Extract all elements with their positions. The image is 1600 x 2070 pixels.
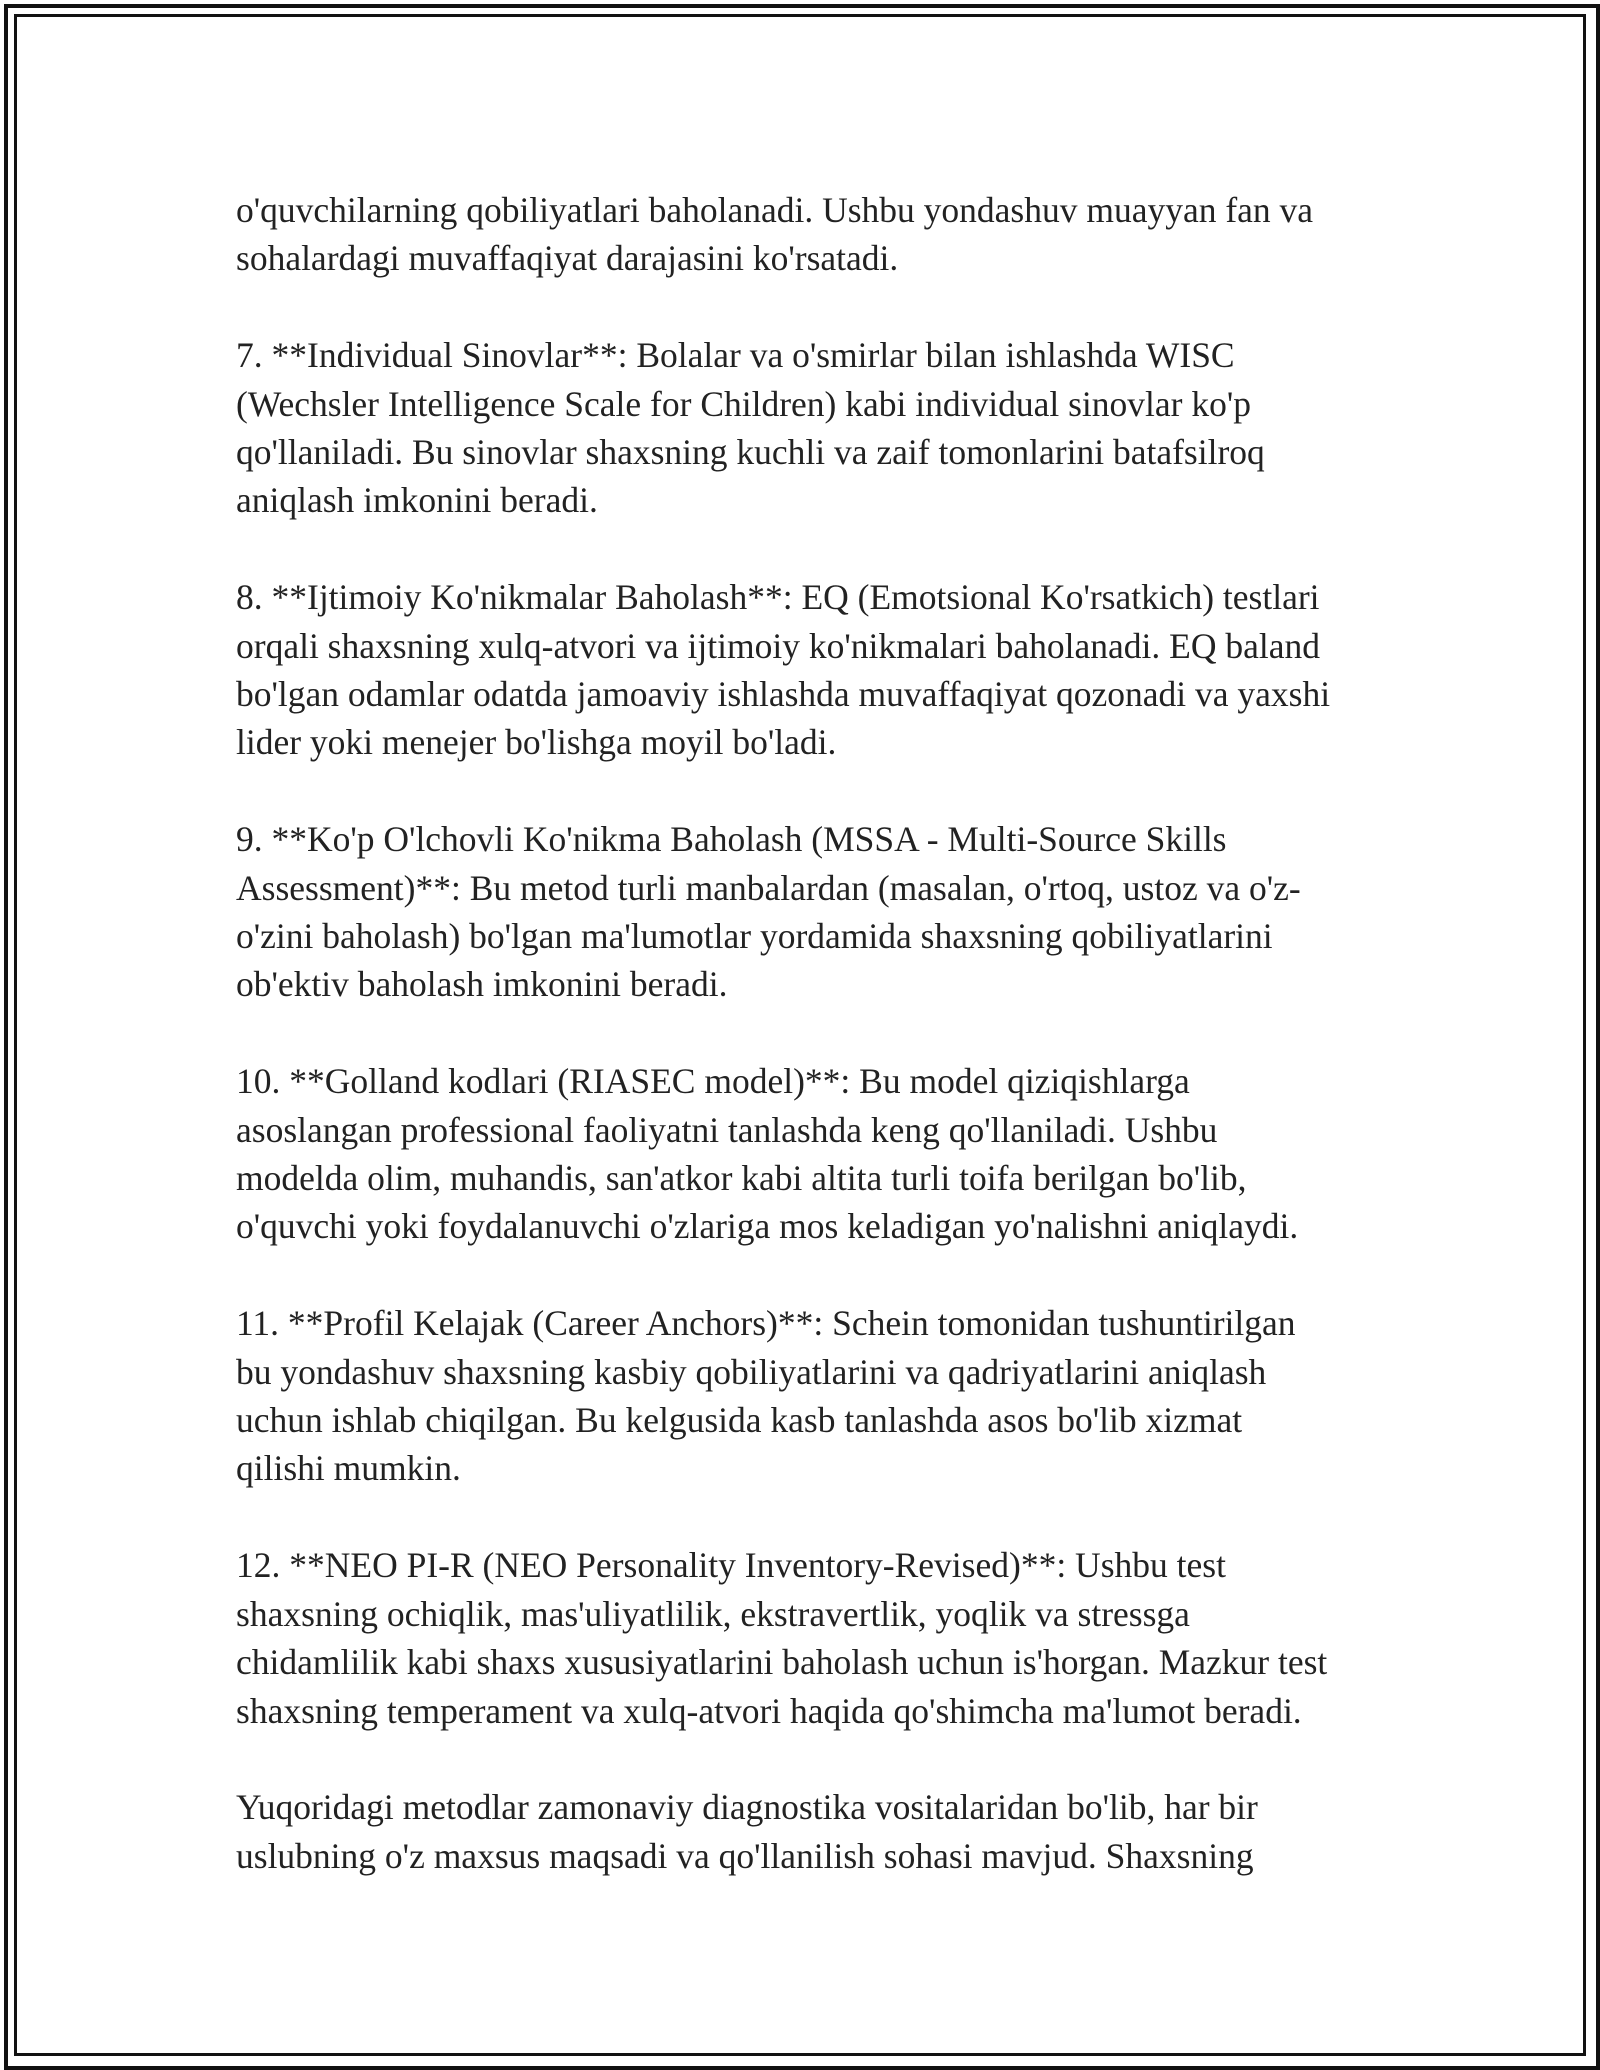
paragraph	[236, 1783, 1376, 1880]
document-body	[236, 186, 1376, 1929]
text-line: aniqlash imkonini beradi.	[236, 480, 598, 521]
text-line: shaxsning ochiqlik, mas'uliyatlilik, ekstravertlik, yoqlik va stressga	[236, 1593, 1190, 1634]
text-line: (Wechsler Intelligence Scale for Children) kabi individual sinovlar ko'p	[236, 383, 1251, 424]
text-line: 10. **Golland kodlari (RIASEC model)**: Bu model qiziqishlarga	[236, 1061, 1190, 1102]
text-line: chidamlilik kabi shaxs xususiyatlarini baholash uchun is'horgan. Mazkur test	[236, 1642, 1328, 1683]
text-line: Assessment)**: Bu metod turli manbalardan (masalan, o'rtoq, ustoz va o'z-	[236, 867, 1301, 908]
text-line: qo'llaniladi. Bu sinovlar shaxsning kuchli va zaif tomonlarini batafsilroq	[236, 432, 1265, 473]
text-line: sohalardagi muvaffaqiyat darajasini ko'rsatadi.	[236, 238, 899, 279]
text-line: shaxsning temperament va xulq-atvori haqida qo'shimcha ma'lumot beradi.	[236, 1690, 1302, 1731]
text-line: asoslangan professional faoliyatni tanlashda keng qo'llaniladi. Ushbu	[236, 1109, 1218, 1150]
text-line: qilishi mumkin.	[236, 1448, 461, 1489]
text-line: bu yondashuv shaxsning kasbiy qobiliyatlarini va qadriyatlarini aniqlash	[236, 1351, 1267, 1392]
text-line: 11. **Profil Kelajak (Career Anchors)**: Schein tomonidan tushuntirilgan	[236, 1303, 1296, 1344]
paragraph	[236, 1057, 1376, 1251]
paragraph	[236, 331, 1376, 525]
text-line: ob'ektiv baholash imkonini beradi.	[236, 964, 728, 1005]
text-line: 7. **Individual Sinovlar**: Bolalar va o'smirlar bilan ishlashda WISC	[236, 335, 1235, 376]
text-line: o'quvchilarning qobiliyatlari baholanadi. Ushbu yondashuv muayyan fan va	[236, 190, 1314, 230]
text-line: o'zini baholash) bo'lgan ma'lumotlar yordamida shaxsning qobiliyatlarini	[236, 916, 1273, 957]
paragraph	[236, 186, 1376, 283]
paragraph	[236, 1299, 1376, 1493]
text-line: Yuqoridagi metodlar zamonaviy diagnostika vositalaridan bo'lib, har bir	[236, 1787, 1258, 1828]
paragraph	[236, 815, 1376, 1009]
text-line: 9. **Ko'p O'lchovli Ko'nikma Baholash (MSSA - Multi-Source Skills	[236, 819, 1227, 860]
paragraph	[236, 573, 1376, 767]
text-line: 12. **NEO PI-R (NEO Personality Inventory-Revised)**: Ushbu test	[236, 1545, 1226, 1586]
text-line: uslubning o'z maxsus maqsadi va qo'llanilish sohasi mavjud. Shaxsning	[236, 1835, 1254, 1876]
text-line: bo'lgan odamlar odatda jamoaviy ishlashda muvaffaqiyat qozonadi va yaxshi	[236, 674, 1331, 715]
text-line: modelda olim, muhandis, san'atkor kabi altita turli toifa berilgan bo'lib,	[236, 1158, 1247, 1199]
text-line: uchun ishlab chiqilgan. Bu kelgusida kasb tanlashda asos bo'lib xizmat	[236, 1400, 1243, 1441]
text-line: o'quvchi yoki foydalanuvchi o'zlariga mos keladigan yo'nalishni aniqlaydi.	[236, 1206, 1299, 1247]
text-line: 8. **Ijtimoiy Ko'nikmalar Baholash**: EQ (Emotsional Ko'rsatkich) testlari	[236, 577, 1320, 618]
text-line: lider yoki menejer bo'lishga moyil bo'ladi.	[236, 722, 837, 763]
text-line: orqali shaxsning xulq-atvori va ijtimoiy ko'nikmalari baholanadi. EQ baland	[236, 625, 1320, 666]
paragraph	[236, 1541, 1376, 1735]
